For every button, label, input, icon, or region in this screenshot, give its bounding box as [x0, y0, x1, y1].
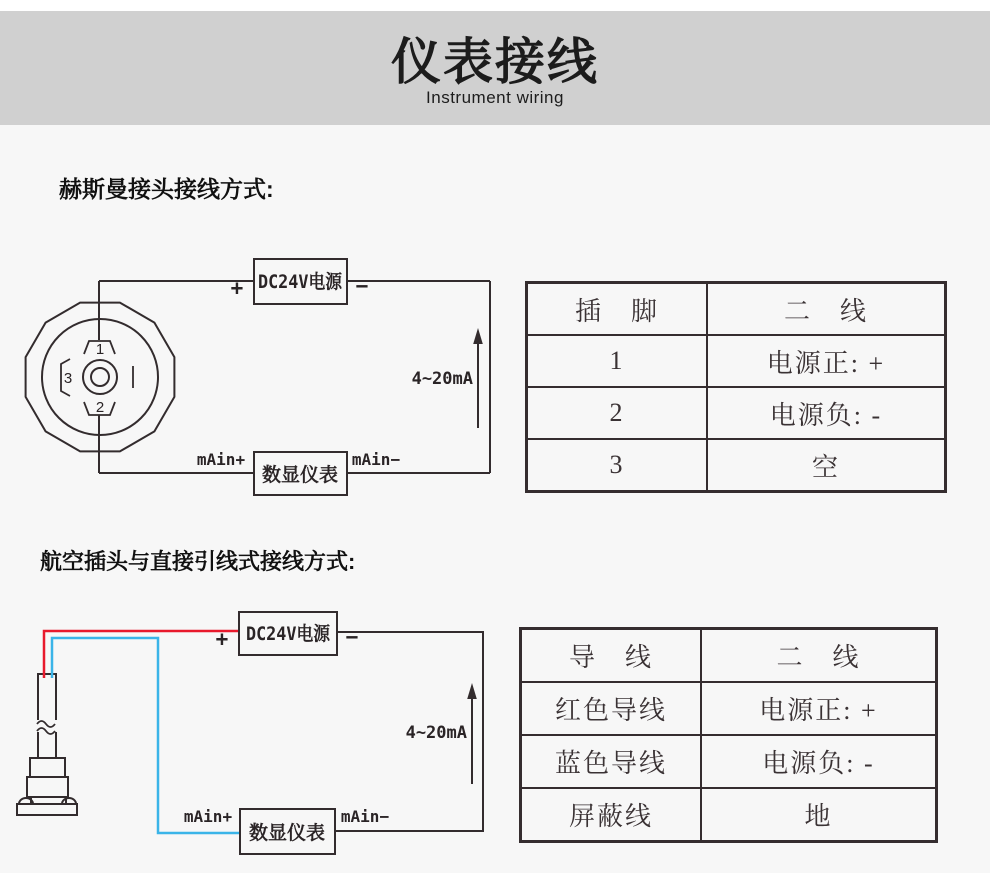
table-cell: 蓝色导线: [521, 735, 702, 788]
table-row: [521, 682, 937, 735]
power-supply-label: DC24V电源: [258, 271, 354, 293]
table-row: [527, 387, 946, 439]
table-row: [527, 335, 946, 387]
table-cell: 2: [527, 387, 708, 439]
table-row: [527, 439, 946, 492]
table-cell: 屏蔽线: [521, 788, 702, 842]
section1-heading: 赫斯曼接头接线方式:: [59, 176, 274, 202]
table-header-twowire: 二 线: [707, 283, 946, 336]
minus-sign: −: [345, 625, 359, 649]
table-row: [521, 788, 937, 842]
table-row: [521, 735, 937, 788]
table-row: [521, 629, 937, 683]
pin1-label: 1: [95, 341, 105, 358]
page-subtitle: Instrument wiring: [426, 87, 564, 107]
plus-sign: +: [230, 276, 244, 300]
table-cell: 1: [527, 335, 708, 387]
power-supply-label: DC24V电源: [246, 623, 342, 645]
table-row: [527, 283, 946, 336]
meter-label: 数显仪表: [248, 822, 326, 844]
connector-center-inner: [91, 368, 109, 386]
probe-tube: [38, 674, 56, 758]
plus-sign: +: [215, 627, 229, 651]
table-cell: 电源正: +: [707, 335, 946, 387]
probe-collar-upper: [30, 758, 65, 777]
main-plus-label: mAin+: [183, 807, 233, 826]
blue-wire: [52, 638, 240, 833]
table-header-lead: 导 线: [521, 629, 702, 683]
current-arrow-icon: [467, 683, 477, 699]
probe-neck: [31, 797, 66, 804]
lead-wiring-table: [519, 627, 938, 843]
current-range-label: 4~20mA: [411, 369, 473, 389]
current-arrow-icon: [473, 328, 483, 344]
table-cell: 地: [701, 788, 937, 842]
connector-center-outer: [83, 360, 117, 394]
table-header-twowire: 二 线: [701, 629, 937, 683]
table-cell: 电源负: -: [701, 735, 937, 788]
hirschmann-wiring-diagram: [0, 250, 520, 510]
probe-collar-lower: [27, 777, 68, 797]
header-band: [0, 11, 990, 125]
main-minus-label: mAin−: [340, 807, 390, 826]
pin3-label: 3: [63, 370, 73, 387]
table-cell: 红色导线: [521, 682, 702, 735]
main-plus-label: mAin+: [196, 450, 246, 469]
probe-base: [17, 804, 77, 815]
table-header-pin: 插 脚: [527, 283, 708, 336]
minus-sign: −: [355, 274, 369, 298]
pin-wiring-table: [525, 281, 947, 493]
table-cell: 3: [527, 439, 708, 492]
table-cell: 电源正: +: [701, 682, 937, 735]
top-white-strip: [0, 0, 990, 11]
current-range-label: 4~20mA: [405, 723, 467, 743]
table-cell: 电源负: -: [707, 387, 946, 439]
page-title: 仪表接线: [391, 33, 599, 90]
pin2-label: 2: [95, 399, 105, 416]
main-minus-label: mAin−: [351, 450, 401, 469]
table-cell: 空: [707, 439, 946, 492]
section2-heading: 航空插头与直接引线式接线方式:: [40, 549, 356, 574]
meter-label: 数显仪表: [261, 464, 339, 486]
lead-wire-diagram: [0, 600, 520, 873]
